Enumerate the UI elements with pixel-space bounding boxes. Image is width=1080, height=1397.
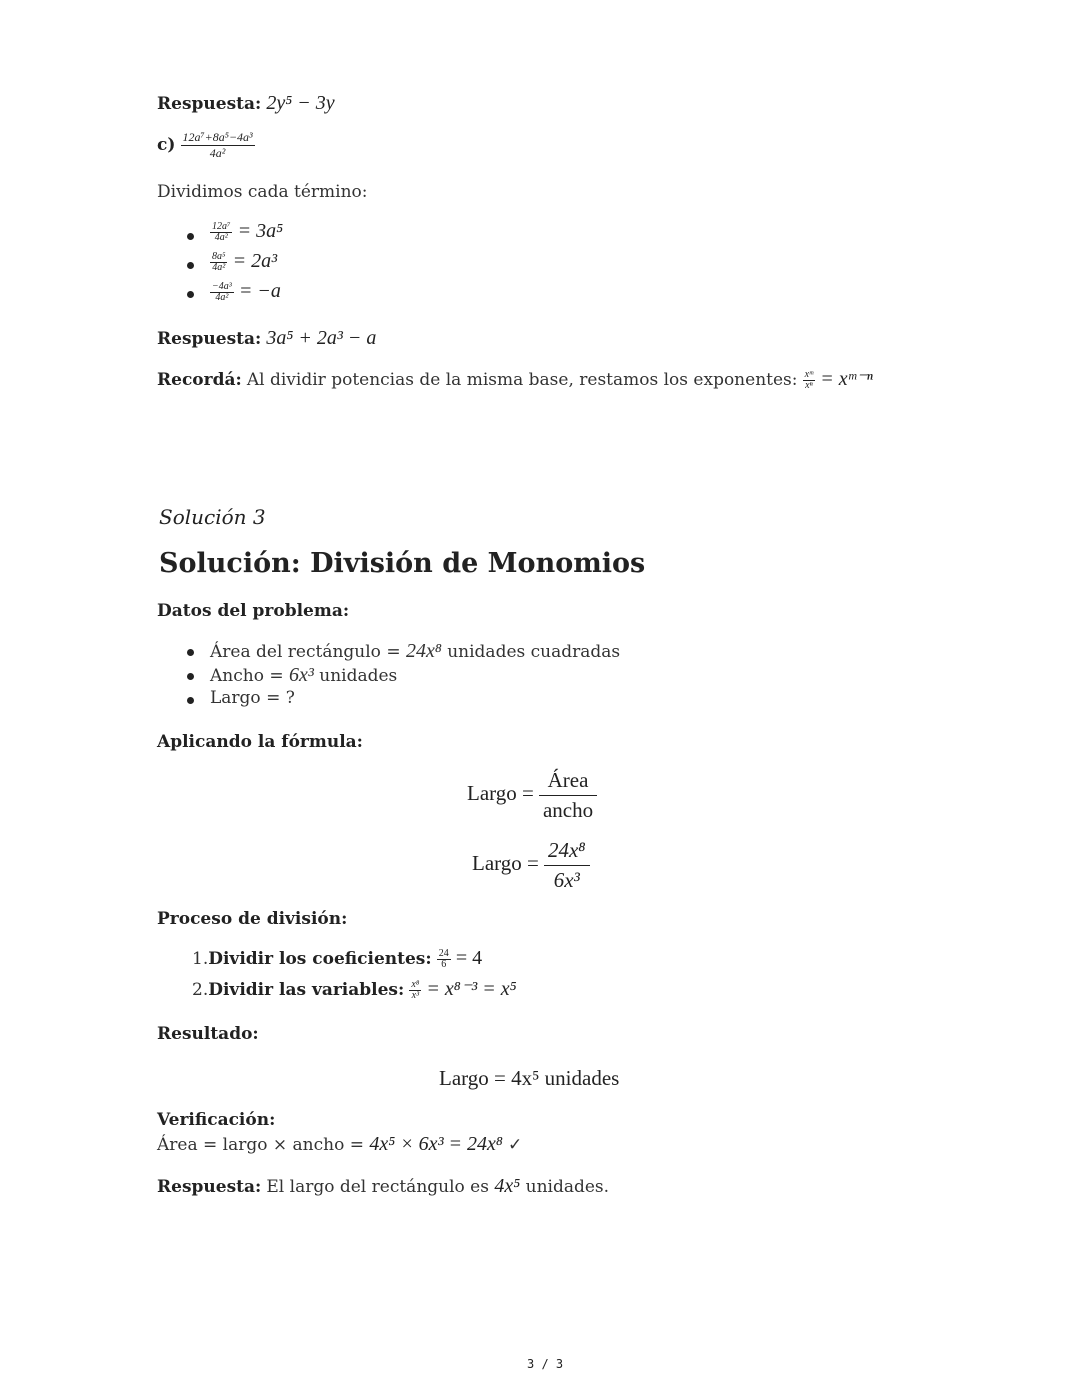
verify-label: Verificación: <box>157 1110 276 1130</box>
fraction-denominator: 4a² <box>215 292 229 303</box>
data-item-text: Área del rectángulo = <box>210 642 406 662</box>
term-result: = 3a⁵ <box>237 220 284 242</box>
fraction-numerator: 8a⁵ <box>212 251 226 262</box>
fraction-numerator: xᵐ <box>804 369 814 380</box>
fraction-numerator: −4a³ <box>212 281 232 292</box>
verify-math: 4x⁵ × 6x³ = 24x⁸ <box>369 1133 503 1155</box>
fraction-denominator: 6x³ <box>553 868 580 892</box>
answer-label: Respuesta: <box>157 329 262 349</box>
term-fraction <box>210 252 227 273</box>
fraction-numerator: 24x⁸ <box>544 838 590 866</box>
divide-intro-text: Dividimos cada término: <box>157 182 368 202</box>
term-item <box>210 220 283 243</box>
fraction-denominator: ancho <box>542 798 594 822</box>
step-fraction <box>409 980 421 1001</box>
remember-fraction <box>803 370 816 391</box>
term-fraction <box>210 222 232 243</box>
process-step <box>192 947 482 970</box>
fraction-numerator: 24 <box>438 948 449 959</box>
fraction-denominator: xⁿ <box>805 380 813 391</box>
process-step <box>192 976 517 1001</box>
formula-1 <box>467 768 597 823</box>
item-c <box>157 130 255 161</box>
verify-line <box>157 1133 522 1156</box>
answer-rest: unidades. <box>520 1177 610 1197</box>
item-c-fraction <box>181 130 255 161</box>
final-answer <box>157 1175 609 1198</box>
fraction-denominator: 4a² <box>212 262 226 273</box>
data-item-rest: unidades cuadradas <box>441 642 621 662</box>
term-item <box>210 250 277 273</box>
data-item-rest: unidades <box>313 666 398 686</box>
step-result: = x⁸⁻³ = x⁵ <box>426 978 517 1000</box>
fraction-numerator: x⁸ <box>411 979 420 990</box>
formula-label: Aplicando la fórmula: <box>157 732 363 752</box>
formula-2 <box>472 838 590 893</box>
remember-label: Recordá: <box>157 370 242 390</box>
bullet-icon <box>187 233 194 240</box>
process-label: Proceso de división: <box>157 909 348 929</box>
answer-label: Respuesta: <box>157 1177 262 1197</box>
solution-subtitle: Solución 3 <box>159 505 266 529</box>
result-expression: Largo = 4x⁵ unidades <box>439 1066 620 1090</box>
formula-fraction <box>539 768 597 823</box>
fraction-denominator: 4a² <box>214 232 228 243</box>
answer-text: El largo del rectángulo es <box>266 1177 495 1197</box>
term-item <box>210 280 281 303</box>
fraction-numerator: Área <box>539 768 597 796</box>
answer-math: 4x⁵ <box>494 1175 521 1197</box>
page-title: Solución: División de Monomios <box>159 548 646 579</box>
formula-lhs: Largo = <box>472 851 539 875</box>
term-result: = −a <box>238 280 281 302</box>
step-number: 1. <box>192 949 209 969</box>
bullet-icon <box>187 291 194 298</box>
answer-expression: 2y⁵ − 3y <box>266 92 335 114</box>
data-label: Datos del problema: <box>157 601 350 621</box>
step-label: Dividir los coeficientes: <box>208 949 432 969</box>
answer-line-2 <box>157 327 376 350</box>
step-fraction <box>437 949 451 970</box>
formula-fraction <box>544 838 590 893</box>
fraction-numerator: 12a⁷ <box>212 221 231 232</box>
page-number: 3 / 3 <box>527 1357 564 1371</box>
term-fraction <box>210 282 234 303</box>
data-item <box>210 664 397 687</box>
verify-text: Área = largo × ancho = <box>157 1135 370 1155</box>
fraction-denominator: 6 <box>441 959 447 970</box>
bullet-icon <box>187 697 194 704</box>
step-label: Dividir las variables: <box>208 980 405 1000</box>
answer-label: Respuesta: <box>157 94 262 114</box>
data-item-math: 24x⁸ <box>405 640 442 662</box>
remember-result: = xᵐ⁻ⁿ <box>820 368 873 390</box>
item-c-label: c) <box>157 135 176 155</box>
term-result: = 2a³ <box>232 250 278 272</box>
answer-line-1 <box>157 92 335 115</box>
data-item-text: Largo = ? <box>210 688 295 708</box>
data-item-text: Ancho = <box>210 666 289 686</box>
data-item <box>210 640 620 663</box>
remember-text: Al dividir potencias de la misma base, restamos los exponentes: <box>246 370 798 390</box>
step-result: = 4 <box>455 947 483 969</box>
data-item-math: 6x³ <box>288 664 314 686</box>
result-label: Resultado: <box>157 1024 259 1044</box>
remember-note <box>157 366 873 391</box>
bullet-icon <box>187 673 194 680</box>
step-number: 2. <box>192 980 209 1000</box>
answer-expression: 3a⁵ + 2a³ − a <box>266 327 377 349</box>
check-icon: ✓ <box>507 1135 523 1155</box>
bullet-icon <box>187 649 194 656</box>
fraction-numerator: 12a⁷+8a⁵−4a³ <box>182 130 253 144</box>
bullet-icon <box>187 262 194 269</box>
fraction-denominator: 4a² <box>209 146 226 160</box>
fraction-denominator: x³ <box>411 990 420 1001</box>
formula-lhs: Largo = <box>467 781 534 805</box>
data-item <box>210 688 295 708</box>
